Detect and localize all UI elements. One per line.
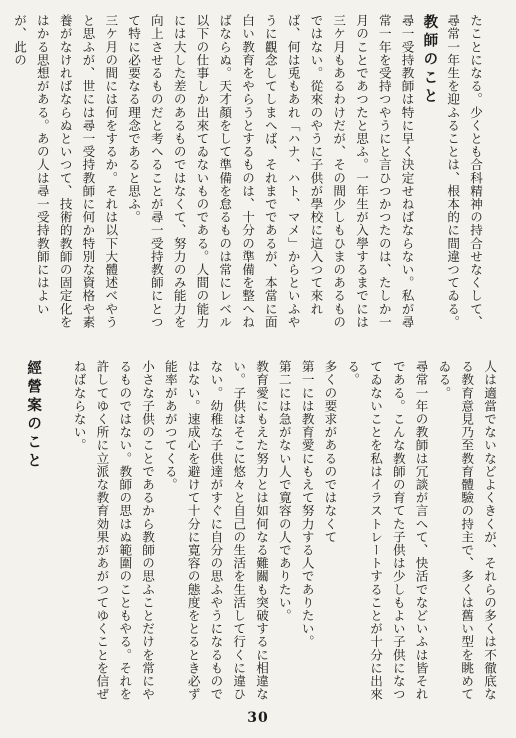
lower-text-block bbox=[25, 360, 500, 712]
page-number: 30 bbox=[247, 710, 269, 726]
paragraph: 小さな子供のことであるから教師の思ふことだけを常にやるものではない。教師の思はぬ範圍のこともやる。それを許してゆく所に立派な教育効果があがつてゆくことを信ぜねばならない。 bbox=[71, 360, 156, 701]
paragraph: 人は適當でないなどよくきくが、それらの多くは不徹底なる教育意見乃至教育體驗の持主で、多くは舊い型を眺めてゐる。 bbox=[436, 360, 497, 701]
paragraph: 尋一受持教師は特に早く決定せねばならない。私が尋常一年を受持つやうにと言ひつかつたのは、たしか一月のことであつたと思ふ。一年生が入學するまでには三ケ月もあるわけだが、その間少しもひまのあるものではない。從來のやうに子供が學校に這入つて來れば、何は兎もあれ「ハナ、ハト、マメ」からといふやうに觀念してしまへば、それまでであるが、本當に面白い教育をやらうとするものは、十分の準備を整へねばならぬ。天才顏をして準備を怠るものは常にレベル以下の仕事しか出來てゐないものである。人間の能力には大した差のあるものではなくて、努力のみ能力を向上させるものだと考へることが尋一受持教師にとつて特に必要なる理念であると思ふ。 bbox=[126, 14, 415, 329]
paragraph: 三ケ月の間には何をするか。それは以下大體述べやうと思ふが、世には尋一受持教師に何か特別な資格や素養がなければならぬといつて、技術的教師の固定化をはかる思想がある。あの人は尋一受持教師にはよいが、此の bbox=[12, 14, 119, 329]
section-heading-teacher: 教師のこと bbox=[421, 14, 439, 107]
paragraph: 第二には急がない人で寛容の人でありたい。 bbox=[276, 360, 292, 622]
paragraph: 多くの要求があるのではなくて bbox=[322, 360, 338, 544]
paragraph: たことになる。少くとも合科精神の持合せなくして、尋常一年生を迎ふることは、根本的に間違つてゐる。 bbox=[445, 14, 483, 329]
paragraph: 第一には教育愛にもえて努力する人でありたい。 bbox=[299, 360, 315, 649]
paragraph: 尋常一年の教師は冗談が言へて、快活でなどいふは皆それである。こんな教師の育てた子供は少しもよい子供になつてゐないことを私はイラストレートすることが十分に出來る。 bbox=[345, 360, 429, 701]
upper-text-block bbox=[12, 14, 486, 340]
section-heading-plan: 經營案のこと bbox=[25, 360, 43, 471]
paragraph: 教育愛にもえた努力とは如何なる難關も突破するに相違ない。子供はそこに悠々と自己の生活を生活して行くに違ひない。幼稚な子供達がすぐに自分の思ふやうになるものではない。速成心を避けて十分に寛容の態度をとるとき必ず能率があがつてくる。 bbox=[162, 360, 270, 701]
